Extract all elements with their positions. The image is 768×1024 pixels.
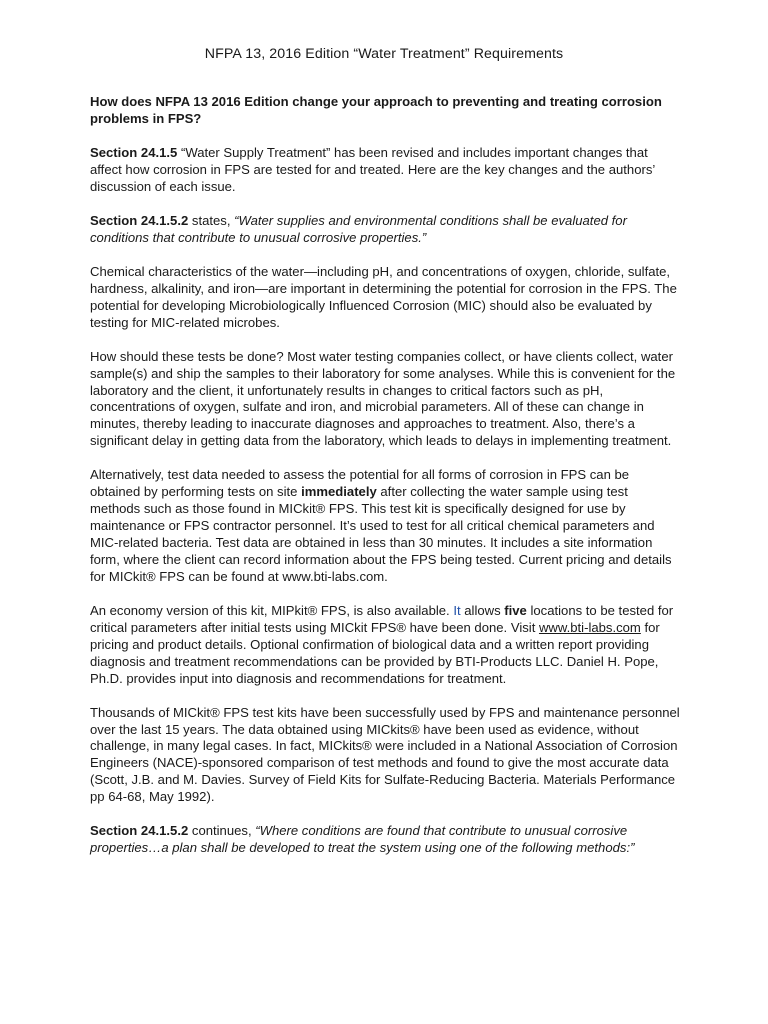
bti-labs-link[interactable]: www.bti-labs.com bbox=[538, 619, 641, 635]
intro-question: How does NFPA 13 2016 Edition change your approach to preventing and treating corrosion problems in FPS? bbox=[90, 94, 662, 126]
standard-quote: “Water supplies and environmental conditions shall be evaluated for conditions that contribute to unusual corrosive properties.” bbox=[90, 212, 627, 245]
section-ref: Section 24.1.5 bbox=[90, 145, 178, 160]
document-body bbox=[90, 94, 680, 874]
paragraph-onsite-testing bbox=[90, 467, 680, 585]
paragraph-economy-kit bbox=[90, 603, 680, 688]
emphasis-immediately: immediately bbox=[301, 484, 377, 500]
paragraph-text: An economy version of this kit, MIPkit® FPS, is also available. bbox=[90, 602, 454, 618]
paragraph-text: Alternatively, test data needed to assess the potential for all forms of corrosion in FPS can be obtained by performing tests on site bbox=[90, 467, 630, 500]
paragraph-text: for pricing and product details. Optional confirmation of biological data and a written report providing diagnosis and treatment recommendations can be provided by BTI-Products LLC. Daniel H. Pope, Ph.D. provides input into diagnosis and recommendations for treatment. bbox=[90, 619, 660, 686]
paragraph-chemical-characteristics: Chemical characteristics of the water—including pH, and concentrations of oxygen, chloride, sulfate, hardness, alkalinity, and iron—are important in determining the potential for corrosion in the FPS. The potential for developing Microbiologically Influenced Corrosion (MIC) should also be evaluated by testing for MIC-related microbes. bbox=[90, 263, 677, 330]
paragraph-text: locations to be tested for critical parameters after initial tests using MICkit FPS® have been done. Visit bbox=[90, 602, 674, 635]
paragraph-section-continues bbox=[90, 823, 680, 857]
paragraph-testing-methods: How should these tests be done? Most water testing companies collect, or have clients collect, water sample(s) and ship the samples to their laboratory for some analyses. While this is convenient for the laboratory and the client, it unfortunately results in changes to critical factors such as pH, concentrations of oxygen, sulfate and iron, and microbial parameters. All of these can change in minutes, thereby leading to inaccurate diagnoses and approaches to treatment. Also, there’s a significant delay in getting data from the laboratory, which leads to delays in implementing treatment. bbox=[90, 348, 676, 449]
document-title: NFPA 13, 2016 Edition “Water Treatment” Requirements bbox=[204, 46, 564, 62]
paragraph-text: “Water Supply Treatment” has been revised and includes important changes that affect how corrosion in FPS are tested for and treated. Here are the key changes and the authors’ discussion of each issue. bbox=[90, 145, 655, 194]
section-ref: Section 24.1.5.2 bbox=[90, 212, 189, 228]
paragraph-section-24-1-5 bbox=[90, 145, 680, 196]
paragraph-mickit-history: Thousands of MICkit® FPS test kits have been successfully used by FPS and maintenance personnel over the last 15 years. The data obtained using MICkits® have been used as evidence, without challenge, in many legal cases. In fact, MICkits® were included in a National Association of Corrosion Engineers (NACE)-sponsored comparison of test methods and found to give the most accurate data (Scott, J.B. and M. Davies. Survey of Field Kits for Sulfate-Reducing Bacteria. Materials Performance pp 64-68, May 1992). bbox=[90, 704, 680, 805]
paragraph-lead: continues, bbox=[188, 823, 256, 839]
paragraph-lead: states, bbox=[188, 212, 235, 228]
standard-quote: “Where conditions are found that contribute to unusual corrosive properties…a plan shall be developed to treat the system using one of the following methods:” bbox=[90, 823, 635, 856]
emphasis-five: five bbox=[504, 602, 527, 618]
paragraph-section-24-1-5-2 bbox=[90, 213, 680, 247]
paragraph-text: after collecting the water sample using test methods such as those found in MICkit® FPS. This test kit is specifically designed for use by maintenance or FPS contractor personnel. It’s used to test for all critical chemical parameters and MIC-related bacteria. Test data are obtained in less than 30 minutes. It includes a site information form, where the client can record information about the FPS being tested. Current pricing and details for MICkit® FPS can be found at www.bti-labs.com. bbox=[90, 484, 672, 584]
paragraph-text: allows bbox=[460, 602, 505, 618]
section-ref: Section 24.1.5.2 bbox=[90, 823, 189, 839]
highlighted-word: It bbox=[453, 602, 461, 618]
